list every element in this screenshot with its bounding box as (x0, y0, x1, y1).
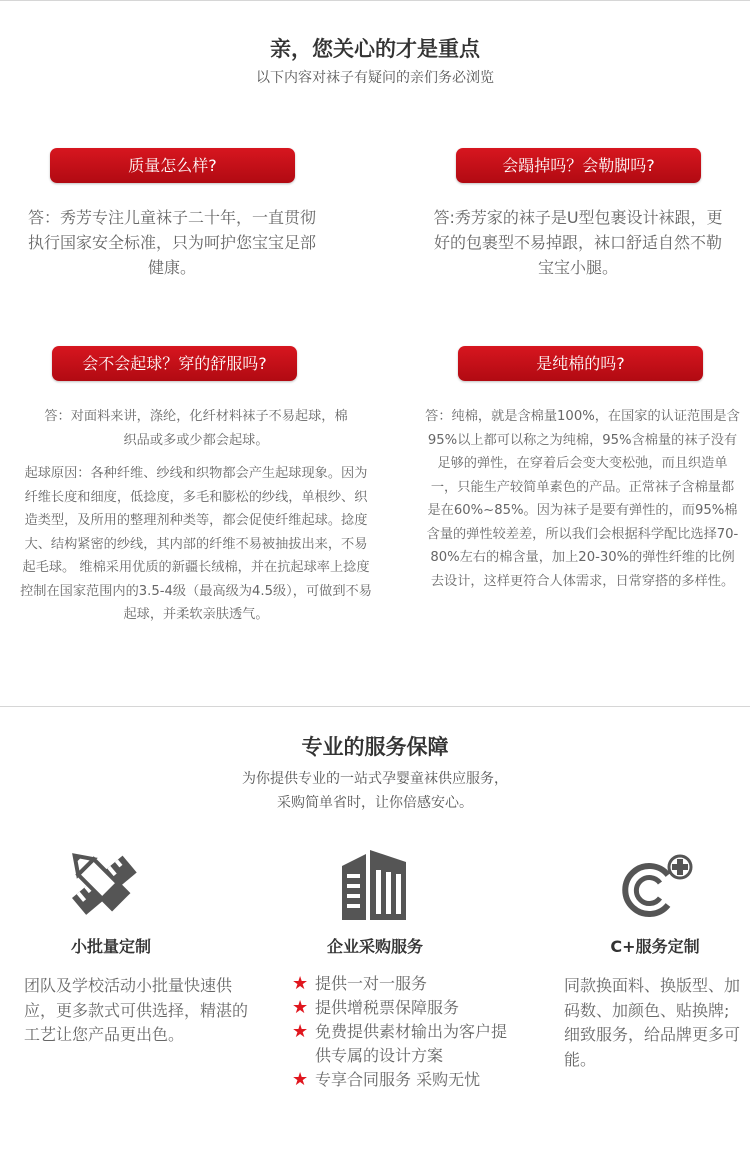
service-text-c-plus: 同款换面料、换版型、加码数、加颜色、贴换牌;细致服务，给品牌更多可能。 (564, 976, 741, 1069)
service-bullets-enterprise (292, 972, 514, 1092)
faq-answer-cotton (425, 405, 740, 593)
section-divider (0, 706, 750, 707)
faq-subtitle: 以下内容对袜子有疑问的亲们务必浏览 (256, 70, 494, 86)
star-icon: ★ (292, 973, 309, 994)
top-divider (0, 0, 750, 1)
star-icon: ★ (292, 1069, 309, 1090)
service-text-small-batch: 团队及学校活动小批量快速供应，更多款式可供选择，精湛的工艺让您产品更出色。 (24, 976, 249, 1044)
answer-text: 答：纯棉，就是含棉量100%，在国家的认证范围是含95%以上都可以称之为纯棉，95%含棉量的袜子没有足够的弹性，在穿着后会变大变松弛，而且织造单一，只能生产较简单素色的产品。正常袜子含棉量都是在60%~85%。因为袜子是要有弹性的，而95%棉含量的弹性较差差，所以我们会根据科学配比选择70-80%左右的棉含量，加上20-30%的弹性纤维的比例去设计，这样更符合人体需求，日常穿搭的多样性。 (425, 409, 740, 589)
faq-answer-quality (22, 205, 322, 280)
faq-question-pilling: 会不会起球？穿的舒服吗? (52, 346, 297, 381)
faq-answer-pilling (20, 405, 372, 627)
c-plus-icon (620, 853, 694, 919)
answer-text: 答：对面料来讲，涤纶，化纤材料袜子不易起球，棉织品或多或少都会起球。 (44, 409, 348, 448)
pencil-ruler-icon (66, 848, 144, 923)
list-item (292, 972, 514, 996)
list-item (292, 1068, 514, 1092)
bullet-text: 免费提供素材输出为客户提供专属的设计方案 (315, 1022, 508, 1065)
answer-text: 起球原因：各种纤维、纱线和织物都会产生起球现象。因为纤维长度和细度，低捻度，多毛和膨松的纱线，单根纱、织造类型，及所用的整理剂种类等，都会促使纤维起球。捻度大、结构紧密的纱线，其内部的纤维不易被抽拔出来，不易起毛球。 维棉采用优质的新疆长绒棉，并在抗起球率上捻度控制在国家范围内的3.5-4级（最高级为4.5级），可做到不易起球，并柔软亲肤透气。 (20, 466, 372, 622)
answer-text: 答：秀芳专注儿童袜子二十年，一直贯彻执行国家安全标准，只为呵护您宝宝足部健康。 (27, 208, 316, 277)
service-title: 专业的服务保障 (301, 735, 449, 759)
answer-text: 答:秀芳家的袜子是U型包裹设计袜跟，更好的包裹型不易掉跟，袜口舒适自然不勒宝宝小腿。 (433, 208, 723, 277)
faq-question-slip: 会蹋掉吗？会勒脚吗? (456, 148, 701, 183)
service-title-c-plus: C+服务定制 (610, 937, 700, 956)
faq-question-quality: 质量怎么样? (50, 148, 295, 183)
bullet-text: 提供增税票保障服务 (315, 998, 460, 1017)
service-title-enterprise: 企业采购服务 (326, 937, 423, 956)
faq-question-cotton: 是纯棉的吗? (458, 346, 703, 381)
faq-answer-slip (428, 205, 728, 280)
faq-title: 亲，您关心的才是重点 (270, 37, 480, 61)
service-title-small-batch: 小批量定制 (70, 937, 151, 956)
list-item (292, 996, 514, 1020)
service-subtitle-line1: 为你提供专业的一站式孕婴童袜供应服务， (242, 771, 508, 787)
bullet-text: 专享合同服务 采购无忧 (315, 1070, 481, 1089)
buildings-icon (336, 848, 412, 924)
service-subtitle-line2: 采购简单省时，让你倍感安心。 (277, 795, 473, 811)
star-icon: ★ (292, 1021, 309, 1042)
star-icon: ★ (292, 997, 309, 1018)
list-item (292, 1020, 514, 1068)
bullet-text: 提供一对一服务 (315, 974, 428, 993)
